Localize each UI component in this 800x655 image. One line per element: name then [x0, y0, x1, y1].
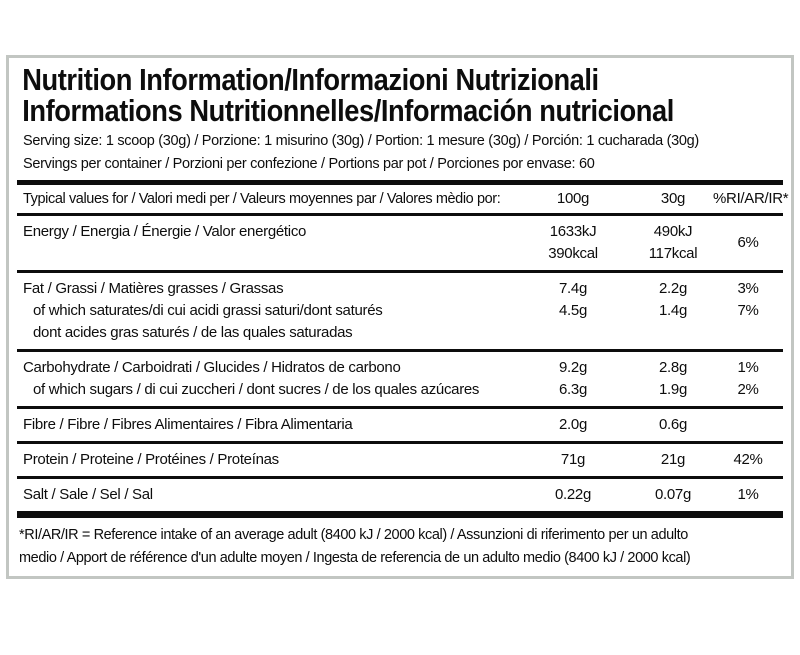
row-carbohydrate: [17, 357, 783, 379]
energy-kcal-30g: 117kcal: [648, 245, 698, 262]
reference-intake-footnote: [17, 518, 783, 574]
row-carb-sugars: [17, 379, 783, 401]
servings-per-container-text: Servings per container / Porzioni per confezione / Portions par pot / Porciones por envase: 60: [23, 156, 595, 172]
fibre-label: Fibre / Fibre / Fibres Alimentaires / Fibra Alimentaria: [23, 416, 353, 433]
label-title: [17, 64, 783, 126]
title-line-2: Informations Nutritionnelles/Información nutricional: [22, 93, 674, 128]
energy-value-100g: [513, 221, 633, 265]
fat-ri: 3%: [737, 280, 759, 297]
fat-saturates-value-30g: 1.4g: [659, 302, 687, 319]
protein-ri: 42%: [733, 451, 763, 468]
energy-value-30g: [633, 221, 713, 265]
row-fat-saturates: [17, 300, 783, 322]
carbohydrate-label: Carbohydrate / Carboidrati / Glucides / Hidratos de carbono: [23, 359, 401, 376]
section-fat: [17, 273, 783, 349]
carb-sugars-ri: 2%: [737, 381, 759, 398]
protein-value-30g: 21g: [660, 451, 686, 468]
header-col-ri: %RI/AR/IR*: [713, 190, 789, 207]
row-energy: [17, 216, 783, 270]
protein-label: Protein / Proteine / Protéines / Proteínas: [23, 451, 279, 468]
header-col-30g: 30g: [660, 190, 686, 207]
carb-sugars-label: of which sugars / di cui zuccheri / dont sucres / de los quales azúcares: [33, 381, 480, 398]
energy-kcal-100g: 390kcal: [548, 245, 598, 262]
carb-sugars-value-100g: 6.3g: [559, 381, 587, 398]
fibre-value-100g: 2.0g: [559, 416, 587, 433]
carbohydrate-ri: 1%: [737, 359, 759, 376]
nutrition-label: [6, 55, 794, 579]
energy-label: Energy / Energia / Énergie / Valor energético: [23, 223, 307, 240]
salt-value-30g: 0.07g: [654, 486, 692, 503]
table-header-row: [17, 185, 789, 213]
serving-size-text: Serving size: 1 scoop (30g) / Porzione: 1 misurino (30g) / Portion: 1 mesure (30g) / Porción: 1 cucharada (30g): [23, 133, 699, 149]
energy-kj-30g: 490kJ: [653, 223, 693, 240]
fat-saturates-label: of which saturates/di cui acidi grassi saturi/dont saturés: [33, 302, 383, 319]
fat-saturates-label-continued: dont acides gras saturés / de las quales saturadas: [33, 324, 353, 341]
row-salt: [17, 479, 783, 511]
fat-label: Fat / Grassi / Matières grasses / Grassas: [23, 280, 284, 297]
header-typical-values: Typical values for / Valori medi per / Valeurs moyennes par / Valores mèdio por:: [23, 191, 501, 207]
fat-saturates-ri: 7%: [737, 302, 759, 319]
footnote-line-1: *RI/AR/IR = Reference intake of an average adult (8400 kJ / 2000 kcal) / Assunzioni di riferimento per un adulto: [19, 527, 688, 543]
fat-value-30g: 2.2g: [659, 280, 687, 297]
fibre-value-30g: 0.6g: [659, 416, 687, 433]
divider-thick-bottom: [17, 511, 783, 518]
section-carbohydrate: [17, 352, 783, 406]
carbohydrate-value-30g: 2.8g: [659, 359, 687, 376]
carbohydrate-value-100g: 9.2g: [559, 359, 587, 376]
energy-ri: 6%: [737, 234, 759, 251]
fat-value-100g: 7.4g: [559, 280, 587, 297]
header-col-100g: 100g: [556, 190, 590, 207]
carb-sugars-value-30g: 1.9g: [659, 381, 687, 398]
row-fibre: [17, 409, 783, 441]
fat-saturates-value-100g: 4.5g: [559, 302, 587, 319]
title-line-1: Nutrition Information/Informazioni Nutrizionali: [22, 62, 599, 97]
row-protein: [17, 444, 783, 476]
footnote-line-2: medio / Apport de référence d'un adulte moyen / Ingesta de referencia de un adulto medio (8400 kJ / 2000 kcal): [19, 550, 691, 566]
row-fat: [17, 278, 783, 300]
salt-label: Salt / Sale / Sel / Sal: [23, 486, 153, 503]
salt-value-100g: 0.22g: [554, 486, 592, 503]
salt-ri: 1%: [737, 486, 759, 503]
protein-value-100g: 71g: [560, 451, 586, 468]
energy-kj-100g: 1633kJ: [549, 223, 597, 240]
row-fat-saturates-continued: [17, 322, 783, 344]
